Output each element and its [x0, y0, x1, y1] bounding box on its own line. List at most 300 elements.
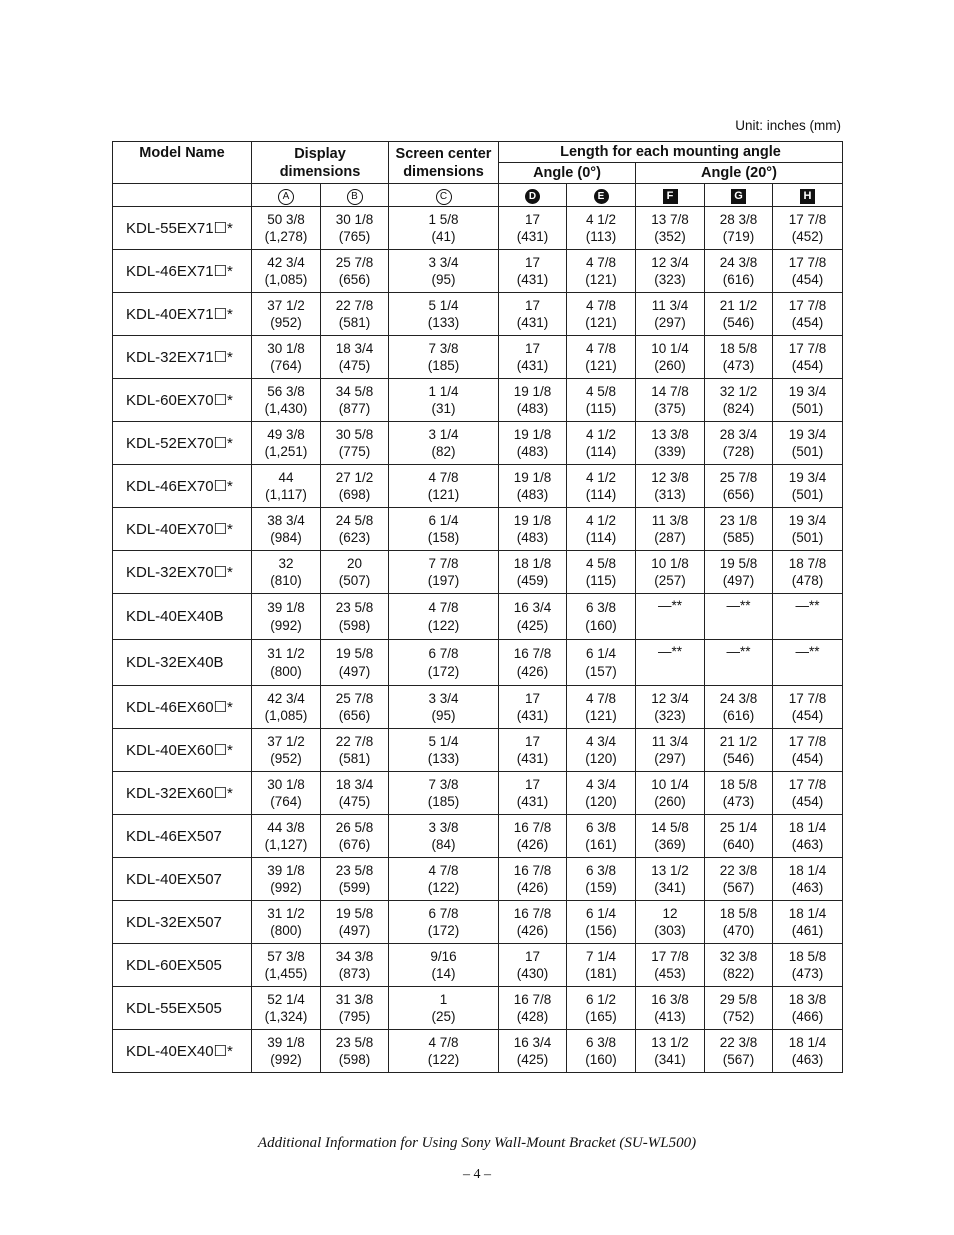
table-row: [113, 901, 843, 944]
value-inches: 22 7/8: [335, 297, 374, 313]
value-cell-g: [705, 772, 773, 815]
value-inches: 4 7/8: [585, 254, 617, 270]
value-mm: (431): [516, 794, 549, 809]
value-cell-c: [389, 508, 499, 551]
value-cell-c: [389, 379, 499, 422]
value-cell-f: [636, 1030, 705, 1073]
value-cell-a: [252, 901, 321, 944]
value-inches: 22 3/8: [719, 862, 758, 878]
value-cell-d: [499, 293, 567, 336]
value-cell-h: [773, 1030, 843, 1073]
value-inches: 13 7/8: [651, 211, 689, 227]
value-inches: 14 7/8: [651, 383, 689, 399]
value-mm: (656): [338, 272, 371, 287]
value-cell-g: [705, 815, 773, 858]
value-inches: 6 7/8: [428, 905, 459, 921]
value-mm: (581): [338, 315, 371, 330]
value-cell-e: [567, 551, 636, 594]
value-cell-f: [636, 379, 705, 422]
value-inches: 44: [278, 469, 294, 485]
value-mm: (795): [338, 1009, 371, 1024]
value-inches: 18 1/4: [788, 905, 827, 921]
value-mm: (719): [722, 229, 755, 244]
value-mm: (992): [270, 1052, 302, 1067]
model-name-cell: KDL-40EX60☐*: [113, 729, 252, 772]
value-mm: (599): [338, 880, 371, 895]
value-cell-b: [321, 640, 389, 686]
value-cell-c: [389, 858, 499, 901]
value-mm: (165): [585, 1009, 617, 1024]
value-cell-g: [705, 207, 773, 250]
letter-d-icon: D: [525, 189, 540, 204]
value-inches: 31 1/2: [267, 646, 305, 661]
value-cell-h: [773, 379, 843, 422]
value-cell-h: [773, 594, 843, 640]
value-inches: 4 7/8: [585, 297, 617, 313]
value-cell-a: [252, 815, 321, 858]
value-inches: —**: [657, 598, 682, 613]
value-cell-g: [705, 1030, 773, 1073]
value-mm: (287): [654, 530, 686, 545]
value-cell-d: [499, 686, 567, 729]
value-mm: (1,278): [264, 229, 308, 244]
value-cell-d: [499, 858, 567, 901]
value-cell-f: [636, 640, 705, 686]
value-mm: (952): [270, 315, 302, 330]
table-row: [113, 207, 843, 250]
value-mm: (172): [427, 663, 460, 679]
value-mm: (431): [516, 229, 549, 244]
letter-g-icon: G: [731, 189, 746, 204]
value-inches: 12: [662, 905, 678, 921]
value-cell-a: [252, 293, 321, 336]
value-mm: (873): [338, 966, 371, 981]
value-cell-a: [252, 207, 321, 250]
value-cell-d: [499, 465, 567, 508]
value-inches: 30 1/8: [267, 776, 305, 792]
value-inches: 39 1/8: [267, 1034, 305, 1050]
value-cell-g: [705, 858, 773, 901]
value-inches: 32 1/2: [719, 383, 758, 399]
value-mm: (567): [722, 1052, 755, 1067]
table-row: [113, 250, 843, 293]
table-row: [113, 508, 843, 551]
value-mm: (984): [270, 530, 302, 545]
header-screen-center-dimensions: Screen center dimensions: [389, 142, 499, 184]
value-inches: 30 1/8: [267, 340, 305, 356]
model-name-cell: KDL-46EX70☐*: [113, 465, 252, 508]
value-cell-e: [567, 1030, 636, 1073]
unit-label: Unit: inches (mm): [735, 118, 841, 133]
value-inches: 18 1/4: [788, 1034, 827, 1050]
model-name-cell: KDL-32EX60☐*: [113, 772, 252, 815]
value-inches: 18 5/8: [719, 905, 758, 921]
value-cell-d: [499, 508, 567, 551]
value-mm: (640): [722, 837, 755, 852]
value-cell-d: [499, 422, 567, 465]
value-mm: (764): [270, 358, 302, 373]
header-model-name: Model Name: [113, 142, 252, 184]
value-mm: (121): [427, 487, 460, 502]
value-cell-f: [636, 250, 705, 293]
value-cell-a: [252, 1030, 321, 1073]
value-inches: 19 3/4: [788, 512, 827, 528]
value-mm: (431): [516, 358, 549, 373]
value-inches: 17: [524, 948, 541, 964]
value-inches: —**: [795, 644, 820, 659]
value-mm: (341): [654, 1052, 686, 1067]
value-mm: (546): [722, 315, 755, 330]
model-name-cell: KDL-46EX60☐*: [113, 686, 252, 729]
value-cell-g: [705, 729, 773, 772]
value-inches: 19 1/8: [513, 469, 552, 485]
value-cell-e: [567, 729, 636, 772]
value-inches: 44 3/8: [267, 819, 305, 835]
value-mm: (430): [516, 966, 549, 981]
model-name-cell: KDL-32EX70☐*: [113, 551, 252, 594]
header-model-blank: [113, 184, 252, 207]
value-cell-f: [636, 551, 705, 594]
value-cell-f: [636, 594, 705, 640]
value-cell-h: [773, 465, 843, 508]
value-inches: 18 1/4: [788, 819, 827, 835]
value-mm: (425): [516, 617, 549, 633]
value-mm: (1,085): [264, 272, 308, 287]
model-name-cell: KDL-55EX505: [113, 987, 252, 1030]
value-mm: (114): [585, 530, 617, 545]
value-inches: 31 1/2: [267, 905, 305, 921]
value-mm: (95): [431, 272, 456, 287]
value-mm: (113): [585, 229, 617, 244]
value-inches: 50 3/8: [267, 211, 305, 227]
value-cell-f: [636, 987, 705, 1030]
value-mm: (454): [791, 358, 824, 373]
value-cell-g: [705, 250, 773, 293]
value-inches: 5 1/4: [428, 733, 459, 749]
value-mm: (824): [722, 401, 755, 416]
value-mm: (115): [585, 573, 617, 588]
value-cell-a: [252, 640, 321, 686]
table-row: [113, 987, 843, 1030]
value-inches: 18 5/8: [719, 340, 758, 356]
value-cell-b: [321, 250, 389, 293]
value-mm: (497): [338, 663, 371, 679]
table-row: [113, 640, 843, 686]
value-cell-g: [705, 640, 773, 686]
dimensions-table: [112, 141, 843, 1073]
value-mm: (82): [431, 444, 456, 459]
value-mm: (159): [585, 880, 617, 895]
value-mm: (426): [516, 663, 549, 679]
value-inches: 38 3/4: [267, 512, 305, 528]
value-mm: (475): [338, 358, 371, 373]
value-inches: 18 3/8: [788, 991, 827, 1007]
value-cell-e: [567, 987, 636, 1030]
value-cell-a: [252, 422, 321, 465]
value-mm: (501): [791, 444, 824, 459]
value-inches: 4 1/2: [585, 512, 617, 528]
value-mm: (14): [431, 966, 456, 981]
value-inches: —**: [726, 644, 751, 659]
value-cell-c: [389, 944, 499, 987]
value-cell-c: [389, 686, 499, 729]
value-inches: 3 3/8: [428, 819, 459, 835]
value-cell-c: [389, 901, 499, 944]
value-mm: (158): [427, 530, 460, 545]
value-cell-f: [636, 508, 705, 551]
value-mm: (752): [722, 1009, 755, 1024]
value-cell-b: [321, 465, 389, 508]
header-angle-20: Angle (20°): [636, 163, 843, 184]
value-mm: (478): [791, 573, 824, 588]
value-mm: (114): [585, 487, 617, 502]
value-mm: (431): [516, 708, 549, 723]
value-inches: 18 7/8: [788, 555, 827, 571]
value-inches: 16 7/8: [513, 905, 552, 921]
model-name-cell: KDL-32EX40B: [113, 640, 252, 686]
value-inches: 12 3/4: [651, 690, 689, 706]
value-inches: 4 7/8: [428, 600, 459, 615]
model-name-cell: KDL-60EX505: [113, 944, 252, 987]
model-name-cell: KDL-32EX71☐*: [113, 336, 252, 379]
value-inches: 6 7/8: [428, 646, 459, 661]
value-cell-c: [389, 987, 499, 1030]
value-cell-f: [636, 207, 705, 250]
value-inches: 17: [524, 211, 541, 227]
value-cell-b: [321, 987, 389, 1030]
value-inches: 17 7/8: [788, 733, 827, 749]
value-cell-e: [567, 465, 636, 508]
table-row: [113, 594, 843, 640]
value-mm: (161): [585, 837, 617, 852]
value-mm: (454): [791, 272, 824, 287]
value-inches: 3 3/4: [428, 690, 459, 706]
value-inches: 23 5/8: [335, 1034, 374, 1050]
value-mm: (463): [791, 880, 824, 895]
value-inches: 11 3/4: [651, 297, 689, 313]
value-inches: 42 3/4: [267, 254, 305, 270]
value-mm: (463): [791, 837, 824, 852]
model-name-cell: KDL-60EX70☐*: [113, 379, 252, 422]
value-mm: (185): [427, 358, 460, 373]
value-inches: 1 1/4: [428, 383, 459, 399]
value-mm: (800): [270, 923, 302, 938]
value-inches: 10 1/8: [651, 555, 689, 571]
value-cell-b: [321, 508, 389, 551]
value-mm: (1,324): [264, 1009, 308, 1024]
value-inches: 37 1/2: [267, 297, 305, 313]
value-inches: 52 1/4: [267, 991, 305, 1007]
value-mm: (483): [516, 444, 549, 459]
value-cell-h: [773, 250, 843, 293]
value-cell-c: [389, 594, 499, 640]
value-inches: 11 3/4: [651, 733, 689, 749]
value-cell-b: [321, 207, 389, 250]
value-cell-d: [499, 944, 567, 987]
value-mm: (375): [654, 401, 686, 416]
table-row: [113, 686, 843, 729]
value-mm: (313): [654, 487, 686, 502]
value-cell-g: [705, 944, 773, 987]
value-mm: (84): [431, 837, 456, 852]
value-mm: (952): [270, 751, 302, 766]
value-cell-b: [321, 1030, 389, 1073]
value-inches: 30 1/8: [335, 211, 374, 227]
value-cell-h: [773, 336, 843, 379]
value-cell-h: [773, 858, 843, 901]
value-inches: 17 7/8: [788, 690, 827, 706]
table-row: [113, 858, 843, 901]
value-inches: 16 3/4: [513, 1034, 552, 1050]
value-cell-g: [705, 508, 773, 551]
model-name-cell: KDL-40EX507: [113, 858, 252, 901]
value-mm: (775): [338, 444, 371, 459]
value-mm: (598): [338, 617, 371, 633]
value-cell-a: [252, 858, 321, 901]
value-cell-d: [499, 336, 567, 379]
value-inches: 16 3/8: [651, 991, 689, 1007]
model-name-cell: KDL-52EX70☐*: [113, 422, 252, 465]
value-cell-g: [705, 293, 773, 336]
value-inches: 19 3/4: [788, 426, 827, 442]
value-mm: (260): [654, 794, 686, 809]
value-mm: (121): [585, 708, 617, 723]
value-cell-c: [389, 336, 499, 379]
value-inches: 56 3/8: [267, 383, 305, 399]
value-cell-d: [499, 640, 567, 686]
value-mm: (470): [722, 923, 755, 938]
value-mm: (257): [654, 573, 686, 588]
table-row: [113, 551, 843, 594]
value-mm: (616): [722, 708, 755, 723]
value-cell-g: [705, 594, 773, 640]
value-inches: 4 3/4: [585, 733, 617, 749]
value-mm: (452): [791, 229, 824, 244]
value-mm: (992): [270, 880, 302, 895]
header-display-dimensions: Display dimensions: [252, 142, 389, 184]
value-inches: 24 5/8: [335, 512, 374, 528]
value-inches: 25 1/4: [719, 819, 758, 835]
value-inches: 13 1/2: [651, 862, 689, 878]
model-name-cell: KDL-40EX40☐*: [113, 1030, 252, 1073]
value-cell-d: [499, 379, 567, 422]
value-inches: 3 3/4: [428, 254, 459, 270]
letter-a-icon: A: [278, 189, 294, 205]
value-cell-f: [636, 815, 705, 858]
value-mm: (877): [338, 401, 371, 416]
value-cell-e: [567, 772, 636, 815]
value-cell-a: [252, 250, 321, 293]
value-cell-b: [321, 293, 389, 336]
value-cell-e: [567, 815, 636, 858]
value-inches: 39 1/8: [267, 600, 305, 615]
model-name-cell: KDL-46EX507: [113, 815, 252, 858]
value-inches: 42 3/4: [267, 690, 305, 706]
value-inches: 17 7/8: [788, 211, 827, 227]
value-cell-g: [705, 901, 773, 944]
value-inches: 17 7/8: [788, 776, 827, 792]
value-mm: (1,127): [264, 837, 308, 852]
value-inches: 7 3/8: [428, 340, 459, 356]
value-inches: —**: [726, 598, 751, 613]
value-cell-e: [567, 207, 636, 250]
value-cell-b: [321, 379, 389, 422]
value-inches: 28 3/4: [719, 426, 758, 442]
value-inches: 4 3/4: [585, 776, 617, 792]
value-cell-h: [773, 944, 843, 987]
value-inches: 20: [346, 555, 363, 571]
model-name-cell: KDL-40EX71☐*: [113, 293, 252, 336]
value-cell-h: [773, 640, 843, 686]
value-inches: 49 3/8: [267, 426, 305, 442]
value-cell-d: [499, 594, 567, 640]
value-mm: (95): [431, 708, 456, 723]
value-cell-c: [389, 772, 499, 815]
value-cell-a: [252, 772, 321, 815]
value-inches: 19 1/8: [513, 512, 552, 528]
value-cell-b: [321, 858, 389, 901]
value-cell-h: [773, 686, 843, 729]
value-mm: (369): [654, 837, 686, 852]
value-mm: (156): [585, 923, 617, 938]
value-mm: (475): [338, 794, 371, 809]
table-body: [113, 207, 843, 1073]
value-mm: (431): [516, 272, 549, 287]
value-cell-c: [389, 465, 499, 508]
value-mm: (120): [585, 751, 617, 766]
value-cell-b: [321, 686, 389, 729]
value-cell-c: [389, 422, 499, 465]
value-cell-b: [321, 729, 389, 772]
value-inches: 12 3/4: [651, 254, 689, 270]
value-inches: 17 7/8: [788, 340, 827, 356]
value-cell-e: [567, 508, 636, 551]
value-inches: 4 7/8: [585, 690, 617, 706]
value-inches: 10 1/4: [651, 340, 689, 356]
value-mm: (114): [585, 444, 617, 459]
value-mm: (473): [722, 358, 755, 373]
value-cell-f: [636, 772, 705, 815]
value-inches: 17: [524, 297, 541, 313]
value-inches: 27 1/2: [335, 469, 374, 485]
value-inches: 4 7/8: [428, 1034, 459, 1050]
value-inches: 1: [439, 991, 448, 1007]
value-mm: (25): [431, 1009, 456, 1024]
value-mm: (181): [585, 966, 617, 981]
value-inches: 6 3/8: [585, 819, 617, 835]
table-row: [113, 465, 843, 508]
value-inches: 24 3/8: [719, 690, 758, 706]
value-inches: 4 7/8: [585, 340, 617, 356]
value-mm: (413): [654, 1009, 686, 1024]
value-mm: (459): [516, 573, 549, 588]
value-inches: 31 3/8: [335, 991, 374, 1007]
value-inches: 18 1/8: [513, 555, 552, 571]
value-mm: (598): [338, 1052, 371, 1067]
value-mm: (297): [654, 751, 686, 766]
value-mm: (546): [722, 751, 755, 766]
table-row: [113, 336, 843, 379]
value-mm: (297): [654, 315, 686, 330]
value-mm: (41): [431, 229, 456, 244]
value-cell-h: [773, 901, 843, 944]
value-mm: (339): [654, 444, 686, 459]
value-mm: (431): [516, 751, 549, 766]
model-name-cell: KDL-40EX70☐*: [113, 508, 252, 551]
value-inches: 16 7/8: [513, 862, 552, 878]
value-cell-d: [499, 729, 567, 772]
letter-h-icon: H: [800, 189, 815, 204]
